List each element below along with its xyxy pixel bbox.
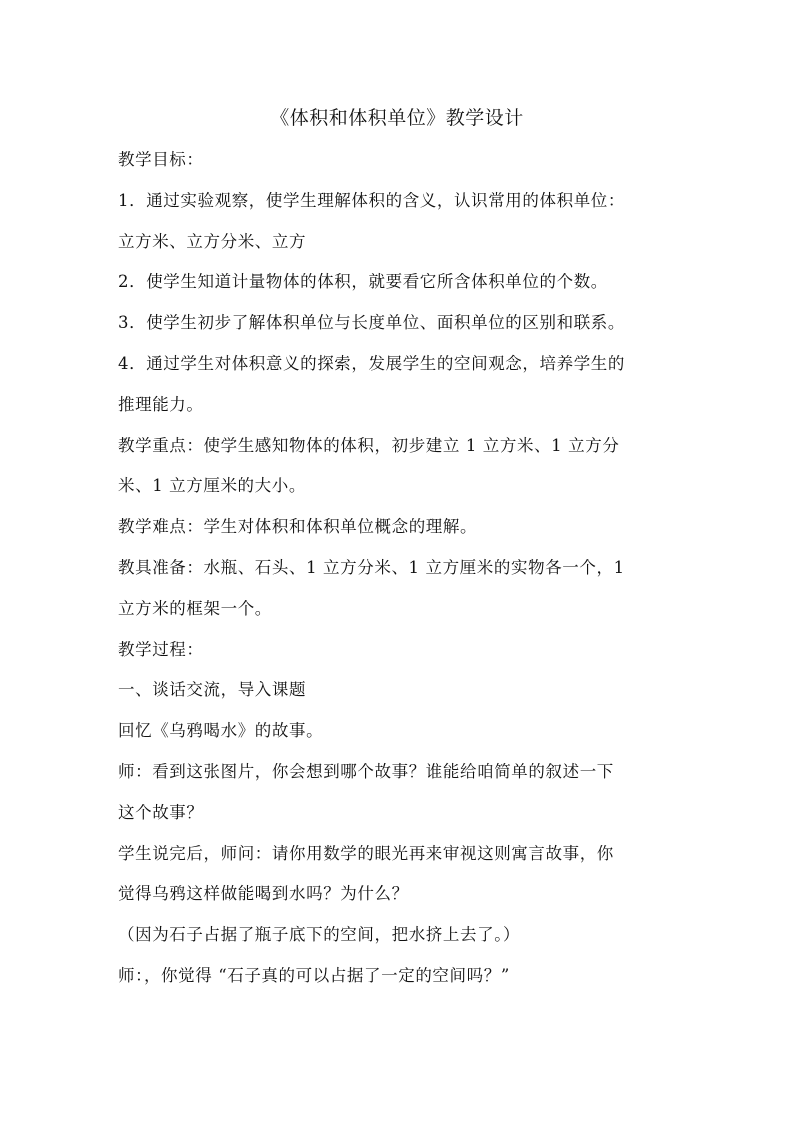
difficult-points: 教学难点：学生对体积和体积单位概念的理解。 — [118, 517, 478, 537]
heading-teaching-process: 教学过程： — [118, 639, 204, 659]
document-body — [118, 146, 688, 1003]
teaching-aids-line-1: 教具准备：水瓶、石头、1 立方分米、1 立方厘米的实物各一个，1 — [118, 557, 625, 577]
objective-2: 2．使学生知道计量物体的体积，就要看它所含体积单位的个数。 — [118, 272, 608, 292]
objective-3: 3．使学生初步了解体积单位与长度单位、面积单位的区别和联系。 — [118, 313, 625, 333]
answer-note: （因为石子占据了瓶子底下的空间，把水挤上去了。） — [118, 925, 521, 945]
teacher-final-question: 师：，你觉得 “石子真的可以占据了一定的空间吗？” — [118, 965, 510, 985]
heading-teaching-objectives: 教学目标： — [118, 150, 204, 169]
objective-4-line-1: 4．通过学生对体积意义的探索，发展学生的空间观念，培养学生的 — [118, 353, 625, 373]
objective-1-line-1: 1．通过实验观察，使学生理解体积的含义，认识常用的体积单位： — [118, 190, 625, 210]
teaching-aids-line-2: 立方米的框架一个。 — [118, 598, 272, 618]
key-points-line-1: 教学重点：使学生感知物体的体积，初步建立 1 立方米、1 立方分 — [118, 435, 620, 455]
teacher-question-line-2: 这个故事？ — [118, 802, 204, 822]
follow-up-question-line-1: 学生说完后，师问：请你用数学的眼光再来审视这则寓言故事，你 — [118, 843, 614, 863]
document-title: 《体积和体积单位》教学设计 — [270, 107, 524, 129]
objective-4-line-2: 推理能力。 — [118, 394, 204, 414]
recall-story: 回忆《乌鸦喝水》的故事。 — [118, 721, 324, 741]
teacher-question-line-1: 师：看到这张图片，你会想到哪个故事？谁能给咱简单的叙述一下 — [118, 761, 614, 781]
objective-1-line-2: 立方米、立方分米、立方 — [118, 231, 307, 251]
follow-up-question-line-2: 觉得乌鸦这样做能喝到水吗？为什么？ — [118, 884, 409, 904]
section-1-heading: 一、谈话交流，导入课题 — [118, 680, 307, 700]
key-points-line-2: 米、1 立方厘米的大小。 — [118, 476, 306, 496]
